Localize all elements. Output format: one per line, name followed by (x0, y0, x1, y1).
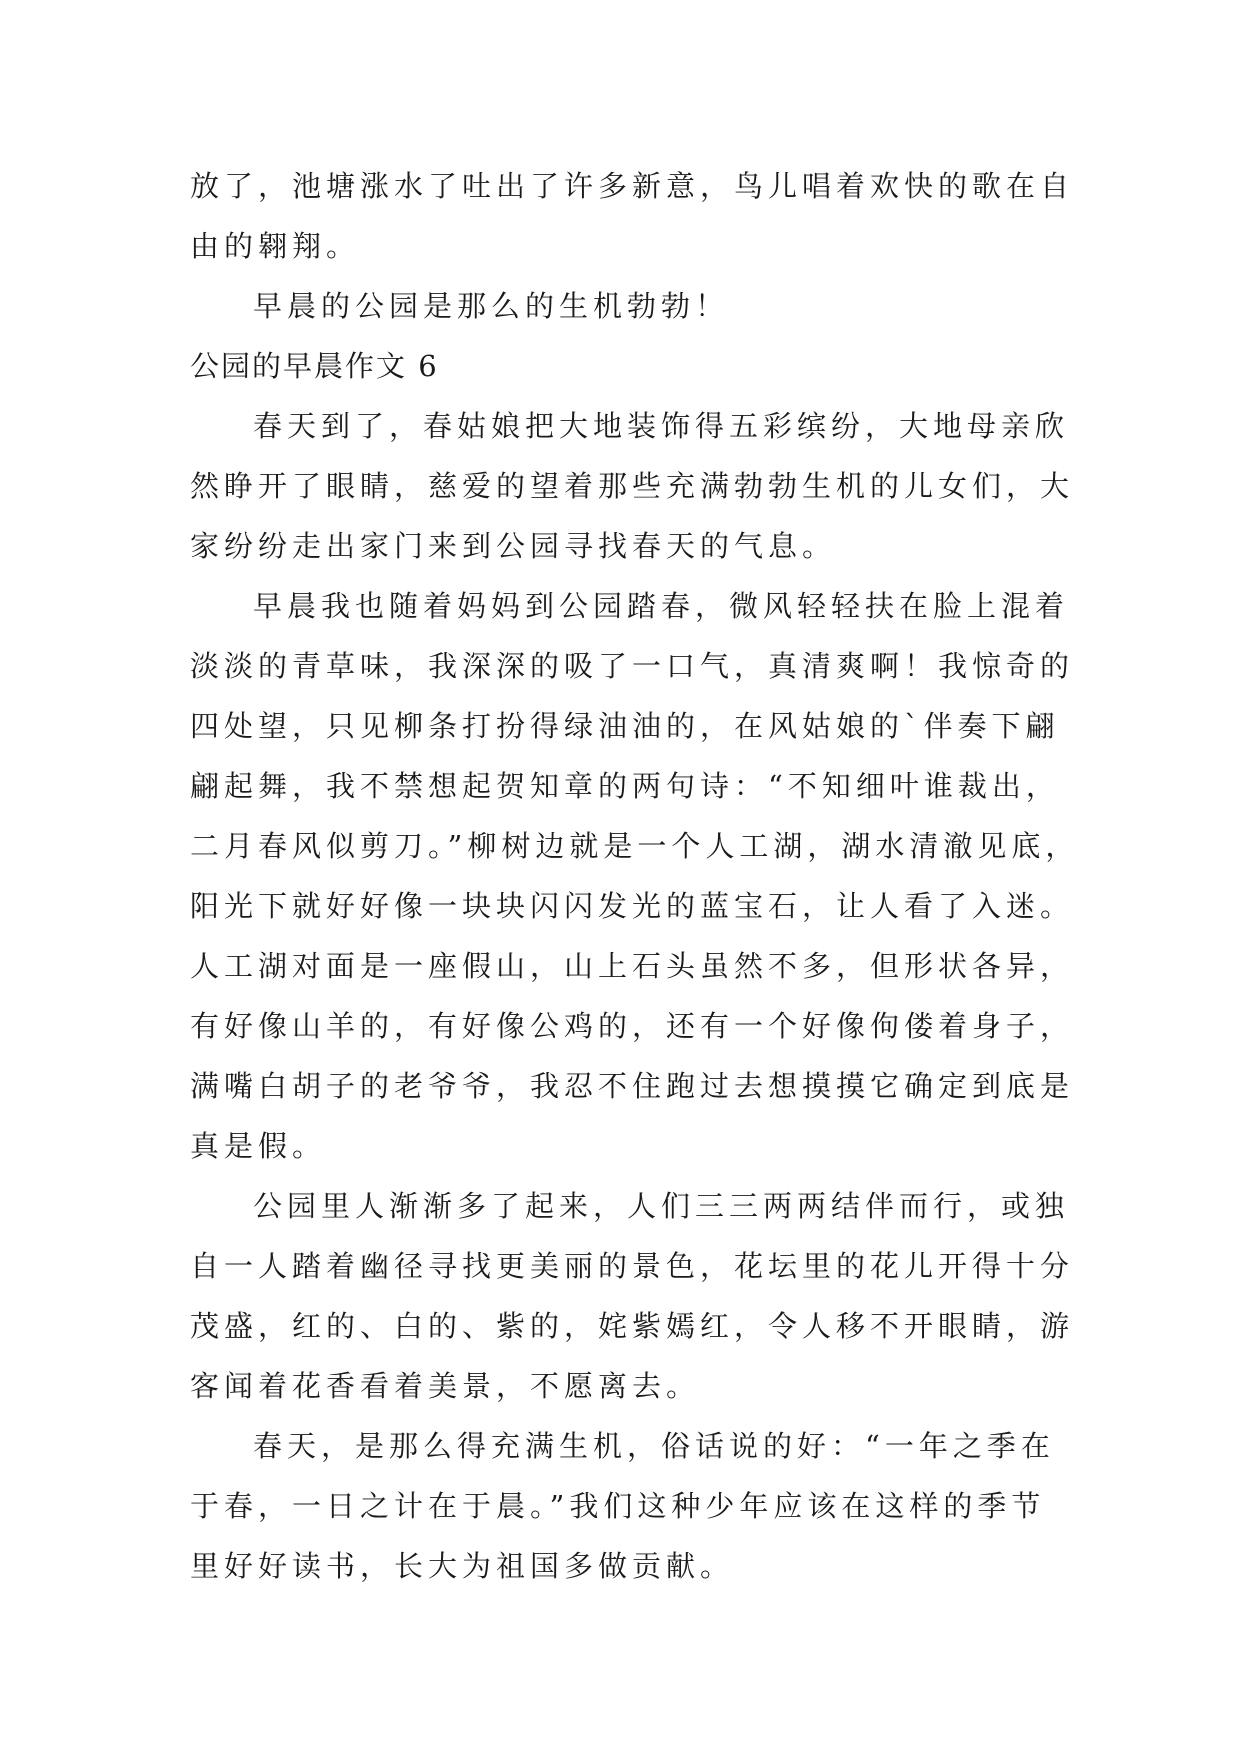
paragraph-line: 由的翱翔。 (190, 229, 361, 263)
paragraph-line: 春天，是那么得充满生机，俗话说的好：“一年之季在 (253, 1429, 1055, 1463)
paragraph-line: 四处望，只见柳条打扮得绿油油的，在风姑娘的`伴奏下翩 (190, 709, 1060, 743)
paragraph-line: 家纷纷走出家门来到公园寻找春天的气息。 (190, 529, 837, 563)
paragraph-line: 茂盛，红的、白的、紫的，姹紫嫣红，令人移不开眼睛，游 (190, 1309, 1075, 1343)
paragraph-line: 阳光下就好好像一块块闪闪发光的蓝宝石，让人看了入迷。 (190, 889, 1075, 923)
paragraph-line: 春天到了，春姑娘把大地装饰得五彩缤纷，大地母亲欣 (253, 409, 1070, 443)
paragraph-line: 公园里人渐渐多了起来，人们三三两两结伴而行，或独 (253, 1189, 1070, 1223)
paragraph-line: 真是假。 (190, 1129, 327, 1163)
paragraph-line: 人工湖对面是一座假山，山上石头虽然不多，但形状各异， (190, 949, 1075, 983)
paragraph-line: 于春，一日之计在于晨。”我们这种少年应该在这样的季节 (190, 1489, 1046, 1523)
paragraph-line: 里好好读书，长大为祖国多做贡献。 (190, 1549, 735, 1583)
paragraph-line: 淡淡的青草味，我深深的吸了一口气，真清爽啊！我惊奇的 (190, 649, 1075, 683)
paragraph-line: 早晨的公园是那么的生机勃勃！ (253, 289, 730, 323)
section-heading: 公园的早晨作文 6 (190, 349, 439, 383)
paragraph-line: 满嘴白胡子的老爷爷，我忍不住跑过去想摸摸它确定到底是 (190, 1069, 1075, 1103)
paragraph-line: 二月春风似剪刀。”柳树边就是一个人工湖，湖水清澈见底， (190, 829, 1080, 863)
paragraph-line: 有好像山羊的，有好像公鸡的，还有一个好像佝偻着身子， (190, 1009, 1075, 1043)
paragraph-line: 客闻着花香看着美景，不愿离去。 (190, 1369, 701, 1403)
paragraph-line: 翩起舞，我不禁想起贺知章的两句诗：“不知细叶谁裁出， (190, 769, 1060, 803)
paragraph-line: 然睁开了眼睛，慈爱的望着那些充满勃勃生机的儿女们，大 (190, 469, 1075, 503)
paragraph-line: 自一人踏着幽径寻找更美丽的景色，花坛里的花儿开得十分 (190, 1249, 1075, 1283)
paragraph-line: 放了，池塘涨水了吐出了许多新意，鸟儿唱着欢快的歌在自 (190, 169, 1075, 203)
paragraph-line: 早晨我也随着妈妈到公园踏春，微风轻轻扶在脸上混着 (253, 589, 1070, 623)
